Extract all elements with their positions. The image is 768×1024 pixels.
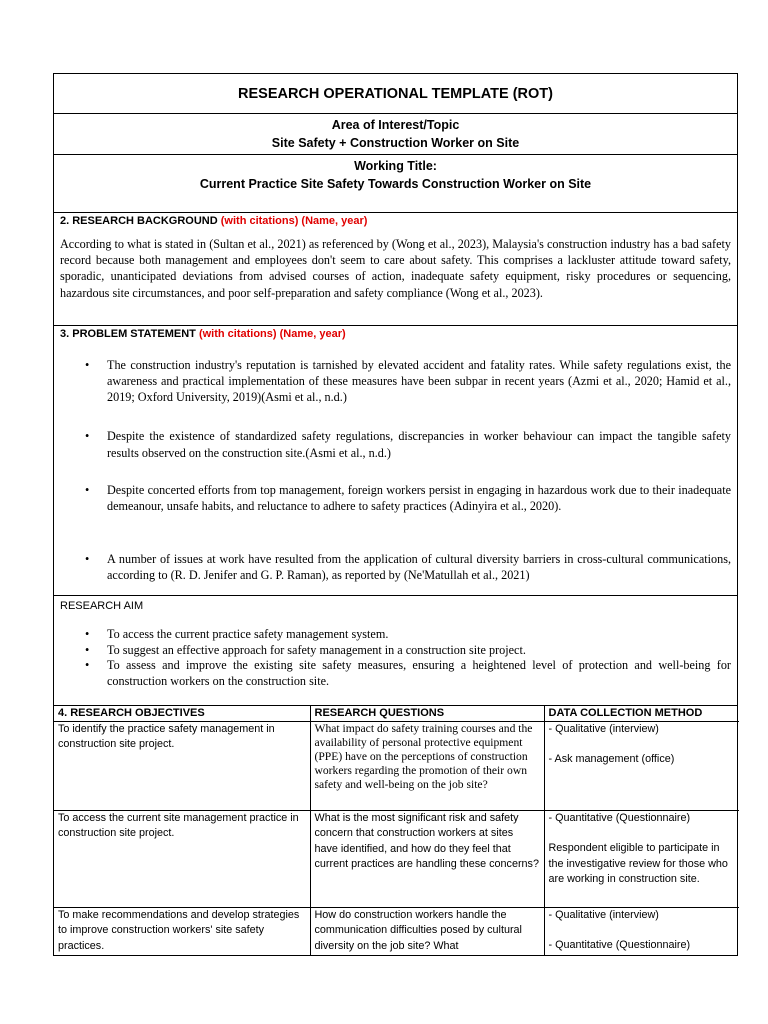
spacer — [549, 923, 736, 938]
spacer — [549, 737, 736, 752]
aim-heading: RESEARCH AIM — [60, 600, 144, 612]
objective-cell: To identify the practice safety management in construction site project. — [54, 721, 310, 810]
aim-item-text: To assess and improve the existing site safety measures, ensuring a heightened level of protection and well-being for construction workers on the construction site. — [107, 658, 731, 688]
bullet-icon: • — [85, 658, 90, 673]
research-background-section — [54, 213, 737, 326]
objective-cell: To make recommendations and develop strategies to improve construction workers' site safety practices. — [54, 907, 310, 955]
problem-heading — [54, 326, 737, 341]
question-cell: How do construction workers handle the communication difficulties posed by cultural diversity on the job site? What — [310, 907, 544, 955]
table-row — [54, 907, 739, 955]
aim-item-text: To access the current practice safety management system. — [107, 627, 389, 641]
research-aim-section — [54, 596, 737, 706]
table-row — [54, 810, 739, 907]
problem-item-text: Despite the existence of standardized safety regulations, discrepancies in worker behaviour can impact the tangible safety results observed on the construction site.(Asmi et al., n.d.) — [107, 428, 731, 460]
problem-heading-note: (with citations) (Name, year) — [198, 328, 346, 340]
method-cell — [544, 721, 739, 810]
bullet-icon: • — [85, 358, 90, 372]
aim-item — [54, 627, 737, 643]
bullet-icon: • — [85, 642, 90, 657]
area-value: Site Safety + Construction Worker on Site — [271, 136, 520, 150]
area-label: Area of Interest/Topic — [331, 118, 460, 132]
header-objectives: 4. RESEARCH OBJECTIVES — [54, 706, 310, 721]
problem-item — [54, 551, 737, 583]
problem-statement-section — [54, 326, 737, 596]
background-text: According to what is stated in (Sultan et al., 2021) as referenced by (Wong et al., 2023), Malaysia's construction industry has a bad safety record because both management and employees don't seem to care about safety. This comprises a lackluster attitude toward safety, sporadic, unanticipated deviations from advised courses of action, inadequate safety equipment, risky procedures or sequencing, hazardous site circumstances, and poor self-preparation and safety compliance (Wong et al., 2023). — [60, 237, 731, 300]
header-questions: RESEARCH QUESTIONS — [310, 706, 544, 721]
spacer — [549, 826, 736, 841]
method-line: Respondent eligible to participate in the investigative review for those who are working in construction site. — [548, 842, 728, 886]
method-line: - Ask management (office) — [548, 753, 675, 766]
document-title: RESEARCH OPERATIONAL TEMPLATE (ROT) — [238, 85, 553, 102]
problem-item — [54, 428, 737, 462]
area-of-interest-section — [54, 114, 737, 155]
method-line: - Qualitative (interview) — [548, 908, 659, 921]
problem-heading-text: 3. PROBLEM STATEMENT — [60, 328, 196, 340]
problem-item — [54, 357, 737, 406]
method-line: - Qualitative (interview) — [548, 722, 659, 735]
working-title-value: Current Practice Site Safety Towards Construction Worker on Site — [199, 177, 592, 191]
title-row — [54, 74, 737, 114]
objectives-table — [54, 706, 739, 955]
problem-item-text: The construction industry's reputation is tarnished by elevated accident and fatality rates. While safety regulations exist, the awareness and practical implementation of these measures have been subpar in recent years (Azmi et al., 2020; Hamid et al., 2019; Oxford University, 2019)(Asmi et al., n.d.) — [107, 358, 731, 405]
bullet-icon: • — [85, 552, 90, 567]
bullet-icon: • — [85, 627, 90, 641]
aim-list — [54, 627, 737, 689]
question-cell: What is the most significant risk and safety concern that construction workers at sites have identified, and how do they feel that current practices are handling these concerns? — [310, 810, 544, 907]
problem-item-text: A number of issues at work have resulted from the application of cultural diversity barriers in cross-cultural communications, according to (R. D. Jenifer and G. P. Raman), as reported by (Ne'Matullah et al., 2021) — [107, 552, 731, 583]
problem-item — [54, 482, 737, 514]
background-heading-note: (with citations) (Name, year) — [220, 215, 368, 227]
problem-list — [54, 357, 737, 583]
working-title-label: Working Title: — [354, 159, 437, 173]
aim-item — [54, 658, 737, 689]
research-template-document — [53, 73, 738, 956]
method-line: - Quantitative (Questionnaire) — [548, 939, 691, 952]
aim-item-text: To suggest an effective approach for safety management in a construction site project. — [107, 642, 526, 657]
bullet-icon: • — [85, 482, 90, 497]
header-method: DATA COLLECTION METHOD — [544, 706, 739, 721]
aim-item — [54, 643, 737, 659]
method-cell — [544, 907, 739, 955]
working-title-section — [54, 155, 737, 213]
background-heading — [54, 213, 737, 228]
background-heading-text: 2. RESEARCH BACKGROUND — [60, 215, 218, 227]
objective-cell: To access the current site management practice in construction site project. — [54, 810, 310, 907]
question-cell: What impact do safety training courses and the availability of personal protective equipment (PPE) have on the perceptions of construction workers regarding the promotion of their own safety and well-being on the job site? — [310, 721, 544, 810]
bullet-icon: • — [85, 428, 90, 443]
method-cell — [544, 810, 739, 907]
table-row — [54, 721, 739, 810]
table-header-row — [54, 706, 739, 721]
objectives-section — [54, 706, 737, 955]
method-line: - Quantitative (Questionnaire) — [548, 811, 691, 824]
problem-item-text: Despite concerted efforts from top management, foreign workers persist in engaging in hazardous work due to their inadequate demeanour, unsafe habits, and reluctance to adhere to safety practices (Adinyira et al., 2020). — [107, 482, 731, 513]
